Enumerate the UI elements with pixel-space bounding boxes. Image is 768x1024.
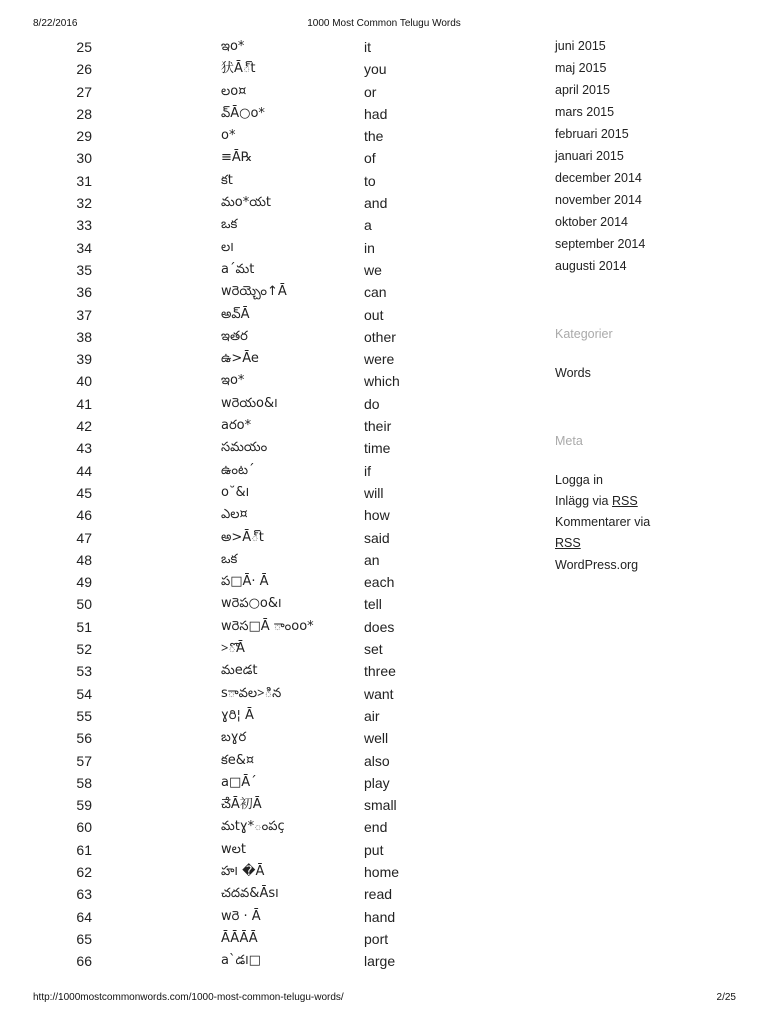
english-word: an xyxy=(364,551,380,568)
table-row xyxy=(0,616,520,638)
word-number: 55 xyxy=(76,707,92,724)
login-link[interactable]: Logga in xyxy=(555,473,603,487)
telugu-word: కe&¤ xyxy=(221,752,255,768)
telugu-word: wరెప○o&౹ xyxy=(221,596,282,612)
word-number: 44 xyxy=(76,462,92,479)
telugu-word: aరo* xyxy=(221,418,252,434)
english-word: it xyxy=(364,39,371,55)
english-word: were xyxy=(364,351,395,368)
word-number: 29 xyxy=(76,128,92,145)
word-number: 43 xyxy=(76,440,92,457)
table-row xyxy=(0,482,520,504)
archive-link[interactable]: december 2014 xyxy=(555,171,642,185)
english-word: time xyxy=(364,440,391,457)
table-row xyxy=(0,192,520,214)
telugu-word: >ొĀ xyxy=(221,641,245,657)
table-row xyxy=(0,460,520,482)
archive-list xyxy=(555,35,755,277)
archive-link[interactable]: november 2014 xyxy=(555,193,642,207)
word-number: 49 xyxy=(76,574,92,591)
english-word: you xyxy=(364,61,387,78)
telugu-word: అ>Ā్t xyxy=(221,529,264,545)
telugu-word: wరెయ్చెం↑Ā xyxy=(221,284,287,300)
table-row xyxy=(0,571,520,593)
telugu-word: o˘&౹ xyxy=(221,484,250,500)
telugu-word: ఉంట´ xyxy=(221,462,255,478)
word-number: 42 xyxy=(76,418,92,435)
word-number: 59 xyxy=(76,797,92,814)
telugu-word: a`డ౹□ xyxy=(221,953,261,969)
english-word: will xyxy=(364,484,384,501)
english-word: set xyxy=(364,641,383,658)
word-number: 66 xyxy=(76,953,92,970)
table-row xyxy=(0,683,520,705)
english-word: other xyxy=(364,328,396,345)
table-row xyxy=(0,727,520,749)
posts-rss-prefix: Inlägg via xyxy=(555,494,609,508)
english-word: does xyxy=(364,618,395,635)
print-date: 8/22/2016 xyxy=(33,18,78,29)
table-row xyxy=(0,147,520,169)
telugu-word: ఒక xyxy=(221,217,238,233)
english-word: can xyxy=(364,284,387,301)
english-word: to xyxy=(364,172,376,189)
table-row xyxy=(0,928,520,950)
word-number: 63 xyxy=(76,886,92,903)
table-row xyxy=(0,326,520,348)
english-word: had xyxy=(364,105,388,122)
english-word: the xyxy=(364,128,384,145)
comments-rss-link[interactable]: RSS xyxy=(555,536,581,550)
word-number: 48 xyxy=(76,551,92,568)
table-row xyxy=(0,237,520,259)
word-number: 61 xyxy=(76,841,92,858)
telugu-word: ɣరి¦ Ā xyxy=(221,707,254,723)
telugu-word: ఇo* xyxy=(221,39,245,54)
table-row xyxy=(0,705,520,727)
english-word: read xyxy=(364,886,393,903)
word-number: 34 xyxy=(76,239,92,256)
category-link-words[interactable]: Words xyxy=(555,366,591,380)
telugu-word: ల౹ xyxy=(221,239,234,255)
table-row xyxy=(0,906,520,928)
categories-title: Kategorier xyxy=(555,327,613,341)
telugu-word: ప□Ā· Ā xyxy=(221,574,269,590)
archive-link[interactable]: september 2014 xyxy=(555,237,646,251)
table-row xyxy=(0,950,520,972)
english-word: tell xyxy=(364,596,382,613)
english-word: hand xyxy=(364,908,396,925)
word-number: 46 xyxy=(76,507,92,524)
table-row xyxy=(0,370,520,392)
english-word: each xyxy=(364,574,395,591)
table-row xyxy=(0,81,520,103)
telugu-word: సమయం xyxy=(221,440,268,456)
table-row xyxy=(0,304,520,326)
table-row xyxy=(0,504,520,526)
word-number: 51 xyxy=(76,618,92,635)
telugu-word: ĀĀĀĀ xyxy=(221,930,258,946)
posts-rss-line xyxy=(555,491,638,512)
archive-link[interactable]: juni 2015 xyxy=(555,39,606,53)
archive-link[interactable]: oktober 2014 xyxy=(555,215,628,229)
wordpress-link[interactable]: WordPress.org xyxy=(555,558,639,572)
telugu-word: ఉ>Āe xyxy=(221,351,259,367)
word-number: 25 xyxy=(76,39,92,55)
word-number: 45 xyxy=(76,484,92,501)
english-word: and xyxy=(364,195,388,212)
telugu-word: ఎల¤ xyxy=(221,507,248,523)
word-number: 39 xyxy=(76,351,92,368)
word-number: 40 xyxy=(76,373,92,390)
english-word: out xyxy=(364,306,384,323)
word-number: 41 xyxy=(76,395,92,412)
telugu-word: wరెయo&౹ xyxy=(221,395,278,411)
table-row xyxy=(0,259,520,281)
word-number: 33 xyxy=(76,217,92,234)
telugu-word: wలt xyxy=(221,841,246,857)
posts-rss-link[interactable]: RSS xyxy=(612,494,638,508)
telugu-word: లo¤ xyxy=(221,83,247,99)
english-word: end xyxy=(364,819,388,836)
telugu-word: అవ్Ā xyxy=(221,306,250,322)
archive-link[interactable]: mars 2015 xyxy=(555,105,615,119)
archive-link[interactable]: januari 2015 xyxy=(555,149,624,163)
table-row xyxy=(0,103,520,125)
telugu-word: ఇతర xyxy=(221,328,248,344)
table-row xyxy=(0,549,520,571)
english-word: want xyxy=(364,685,394,702)
telugu-word: 犾Ā్t xyxy=(221,61,256,77)
telugu-word: o* xyxy=(221,128,236,144)
word-number: 53 xyxy=(76,663,92,680)
word-number: 57 xyxy=(76,752,92,769)
telugu-word: మtɣ*ంపç xyxy=(221,819,285,835)
archive-link[interactable]: februari 2015 xyxy=(555,127,629,141)
english-word: also xyxy=(364,752,390,769)
telugu-word: wరె · Ā xyxy=(221,908,261,924)
telugu-word: a´మt xyxy=(221,261,255,277)
word-number: 50 xyxy=(76,596,92,613)
table-row xyxy=(0,861,520,883)
english-word: large xyxy=(364,953,396,970)
word-number: 47 xyxy=(76,529,92,546)
table-row xyxy=(0,527,520,549)
word-number: 28 xyxy=(76,105,92,122)
telugu-word: ఒక xyxy=(221,551,238,567)
table-row xyxy=(0,883,520,905)
table-row xyxy=(0,393,520,415)
telugu-word: వ్Ā○o* xyxy=(221,105,265,121)
word-number: 37 xyxy=(76,306,92,323)
telugu-word: ౘĀ初Ā xyxy=(221,797,262,813)
word-list xyxy=(0,36,520,972)
table-row xyxy=(0,816,520,838)
english-word: port xyxy=(364,930,389,947)
word-number: 62 xyxy=(76,863,92,880)
table-row xyxy=(0,593,520,615)
english-word: do xyxy=(364,395,380,412)
telugu-word: మo*యt xyxy=(221,195,272,211)
word-number: 31 xyxy=(76,172,92,189)
word-number: 64 xyxy=(76,908,92,925)
word-number: 58 xyxy=(76,774,92,791)
telugu-word: మeడt xyxy=(221,663,258,679)
english-word: how xyxy=(364,507,390,524)
word-number: 52 xyxy=(76,641,92,658)
english-word: in xyxy=(364,239,375,256)
table-row xyxy=(0,415,520,437)
page-title: 1000 Most Common Telugu Words xyxy=(307,18,461,29)
table-row xyxy=(0,638,520,660)
telugu-word: కt xyxy=(221,172,233,188)
telugu-word: ఇo* xyxy=(221,373,245,389)
english-word: a xyxy=(364,217,372,234)
word-number: 30 xyxy=(76,150,92,167)
word-number: 38 xyxy=(76,328,92,345)
table-row xyxy=(0,36,520,58)
telugu-word: wరెస□Ā ాంoo* xyxy=(221,618,314,634)
table-row xyxy=(0,750,520,772)
table-row xyxy=(0,281,520,303)
word-number: 54 xyxy=(76,685,92,702)
telugu-word: బɣర xyxy=(221,730,247,746)
english-word: air xyxy=(364,707,380,724)
english-word: well xyxy=(364,730,389,747)
footer-url: http://1000mostcommonwords.com/1000-most-common-telugu-words/ xyxy=(33,992,344,1003)
archive-link[interactable]: maj 2015 xyxy=(555,61,607,75)
word-number: 32 xyxy=(76,195,92,212)
comments-rss-prefix: Kommentarer via xyxy=(555,515,651,529)
table-row xyxy=(0,839,520,861)
table-row xyxy=(0,794,520,816)
english-word: put xyxy=(364,841,384,858)
english-word: home xyxy=(364,863,400,880)
page-number: 2/25 xyxy=(716,992,736,1003)
english-word: small xyxy=(364,797,397,814)
word-number: 60 xyxy=(76,819,92,836)
word-number: 26 xyxy=(76,61,92,78)
english-word: which xyxy=(364,373,400,390)
table-row xyxy=(0,348,520,370)
telugu-word: హ౹ �Ā xyxy=(221,863,265,879)
archive-link[interactable]: april 2015 xyxy=(555,83,610,97)
word-number: 35 xyxy=(76,261,92,278)
english-word: said xyxy=(364,529,390,546)
telugu-word: చదవ&Ās౹ xyxy=(221,886,279,902)
archive-link[interactable]: augusti 2014 xyxy=(555,259,627,273)
table-row xyxy=(0,214,520,236)
english-word: or xyxy=(364,83,377,100)
english-word: if xyxy=(364,462,371,479)
word-number: 65 xyxy=(76,930,92,947)
english-word: we xyxy=(364,261,382,278)
english-word: of xyxy=(364,150,376,167)
table-row xyxy=(0,170,520,192)
table-row xyxy=(0,125,520,147)
table-row xyxy=(0,660,520,682)
english-word: three xyxy=(364,663,396,680)
meta-title: Meta xyxy=(555,434,583,448)
english-word: play xyxy=(364,774,390,791)
telugu-word: a□Ā´ xyxy=(221,774,257,790)
table-row xyxy=(0,437,520,459)
telugu-word: sావల>ిన xyxy=(221,685,282,701)
english-word: their xyxy=(364,418,392,435)
table-row xyxy=(0,58,520,80)
word-number: 36 xyxy=(76,284,92,301)
telugu-word: ≡Ā℞ xyxy=(221,150,253,166)
word-number: 56 xyxy=(76,730,92,747)
word-number: 27 xyxy=(76,83,92,100)
table-row xyxy=(0,772,520,794)
